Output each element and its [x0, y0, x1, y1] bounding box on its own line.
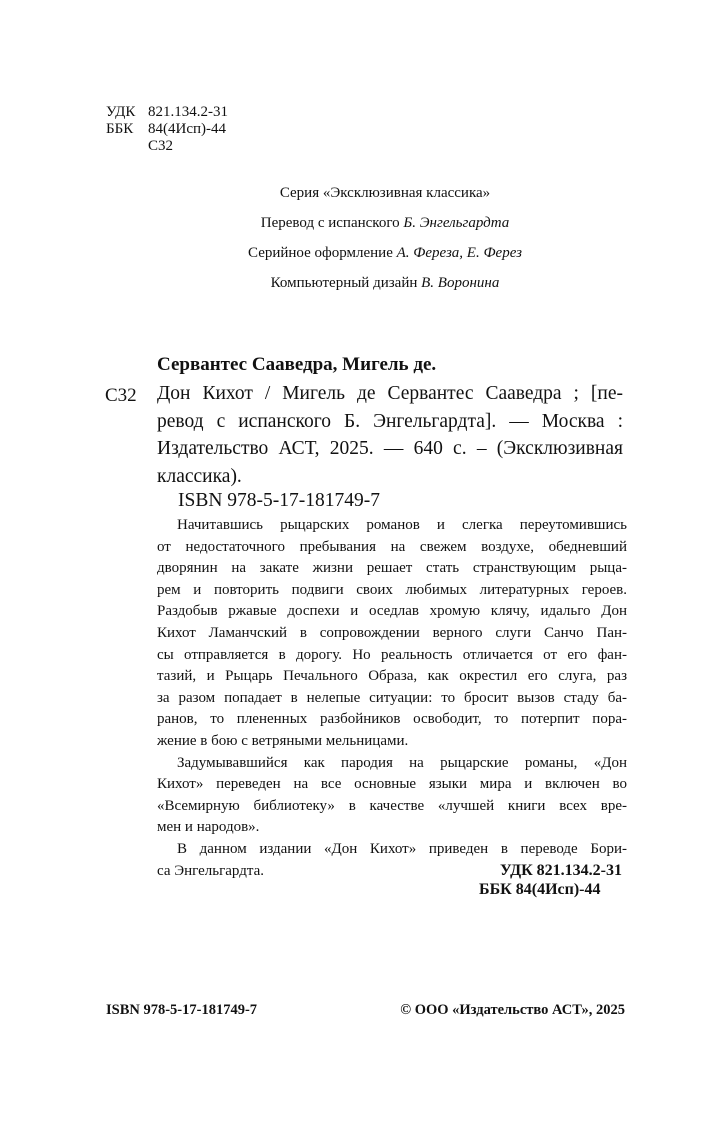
author-heading: Сервантес Сааведра, Мигель де. — [157, 354, 437, 375]
annotation-line: сы отправляется в дорогу. Но реальность отличается от его фан- — [157, 646, 627, 663]
annotation-line: Кихот» переведен на все основные языки мира и включен во — [157, 776, 627, 793]
design-line — [160, 238, 610, 268]
bbk-row — [106, 121, 228, 138]
bbk-value: 84(4Исп)-44 — [148, 121, 227, 137]
series-line: Серия «Эксклюзивная классика» — [279, 185, 491, 201]
biblio-line: Издательство АСТ, 2025. — 640 с. – (Эксклюзивная — [157, 438, 623, 459]
udk-right: УДК 821.134.2-31 — [499, 862, 622, 879]
annotation-line: дворянин на закате жизни решает стать странствующим рыца- — [157, 560, 627, 577]
annotation-line: «Всемирную библиотеку» в качестве «лучшей книги всех вре- — [157, 797, 627, 814]
classification-codes-right — [460, 861, 622, 899]
udk-label: УДК — [106, 104, 136, 120]
annotation-line: жение в бою с ветряными мельницами. — [157, 732, 409, 749]
biblio-line: классика). — [157, 465, 242, 487]
bbk-label: ББК — [106, 121, 134, 137]
translator-name: Б. Энгельгардта — [403, 215, 510, 231]
biblio-line: ревод с испанского Б. Энгельгардта]. — Москва : — [157, 410, 623, 432]
footer-copyright: © ООО «Издательство АСТ», 2025 — [400, 1002, 625, 1018]
annotation-line: рем и повторить подвиги своих любимых литературных героев. — [157, 581, 627, 598]
annotation-line: мен и народов». — [157, 819, 260, 836]
annotation-line: за разом попадает в нелепые ситуации: то бросит вызов стаду ба- — [157, 689, 627, 706]
annotation — [157, 515, 627, 882]
computer-designer-name: В. Воронина — [421, 275, 500, 291]
classification-block — [106, 104, 228, 155]
translation-prefix: Перевод с испанского — [260, 215, 404, 231]
annotation-line: Кихот Ламанчский в сопровождении верного слуги Санчо Пан- — [157, 624, 627, 641]
bibliographic-code: С32 — [105, 385, 137, 406]
computer-design-prefix: Компьютерный дизайн — [270, 275, 422, 291]
annotation-line: тазий, и Рыцарь Печального Образа, как окрестил его слуга, раз — [157, 668, 627, 685]
bbk-right: ББК 84(4Исп)-44 — [479, 881, 601, 898]
annotation-line: Задумывавшийся как пародия на рыцарские романы, «Дон — [177, 754, 627, 771]
annotation-line: са Энгельгардта. — [157, 862, 265, 879]
designer-names: А. Фереза, Е. Ферез — [396, 245, 522, 261]
udk-row — [106, 104, 228, 121]
isbn-main: ISBN 978-5-17-181749-7 — [178, 490, 381, 511]
author-mark: С32 — [148, 138, 174, 154]
udk-value: 821.134.2-31 — [148, 104, 228, 120]
footer-isbn: ISBN 978-5-17-181749-7 — [106, 1002, 258, 1018]
annotation-line: Раздобыв ржавые доспехи и оседлав хромую клячу, идальго Дон — [157, 603, 627, 620]
annotation-line: В данном издании «Дон Кихот» приведен в переводе Бори- — [177, 840, 627, 857]
annotation-line: Начитавшись рыцарских романов и слегка переутомившись — [177, 517, 627, 533]
annotation-line: ранов, то плененных разбойников освободит, то потерпит пора- — [157, 711, 627, 728]
computer-design-line — [160, 268, 610, 298]
annotation-line: от недостаточного пребывания на свежем воздухе, обедневший — [157, 538, 627, 555]
biblio-line: Дон Кихот / Мигель де Сервантес Сааведра ; [пе- — [157, 383, 623, 404]
translation-line — [160, 208, 610, 238]
credits-block — [160, 178, 610, 298]
design-prefix: Серийное оформление — [248, 245, 397, 261]
bibliographic-description — [157, 380, 623, 490]
